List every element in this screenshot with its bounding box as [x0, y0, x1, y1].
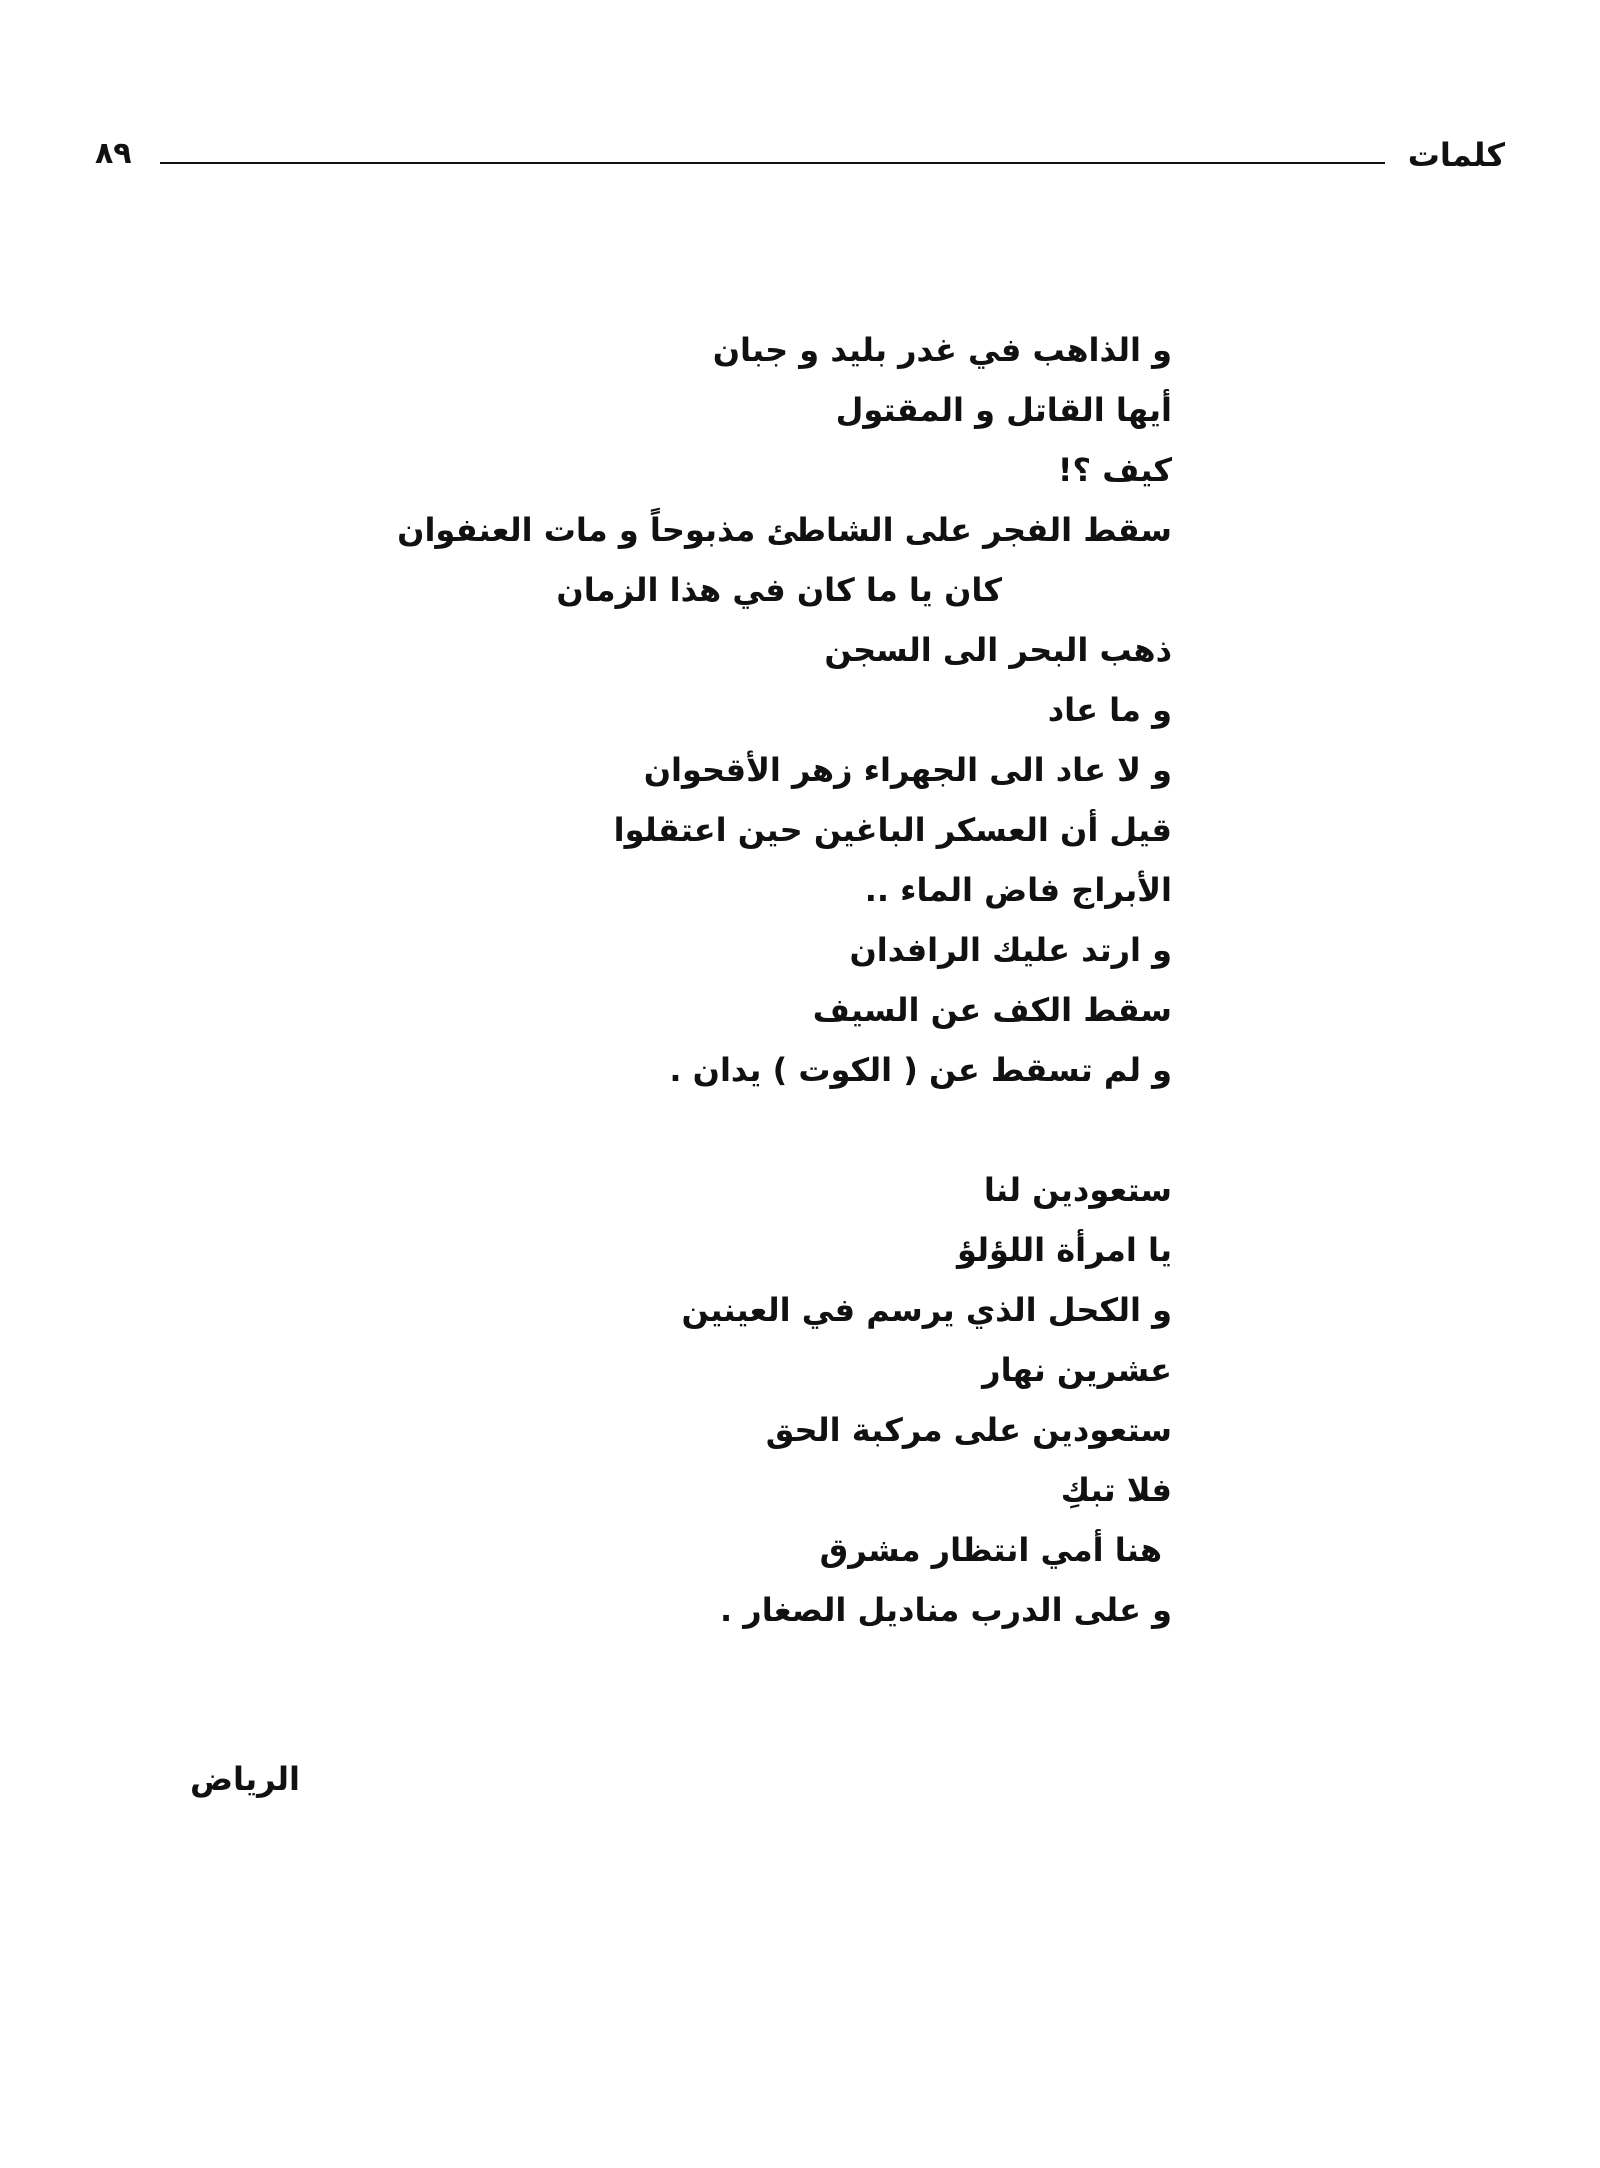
poem-line: ذهب البحر الى السجن	[824, 631, 1172, 669]
running-header	[95, 136, 1505, 186]
place-signature: الرياض	[190, 1760, 300, 1798]
stanza-1	[272, 320, 1172, 1100]
poem-line: و ارتد عليك الرافدان	[849, 931, 1172, 969]
poem-line: عشرين نهار	[982, 1351, 1172, 1389]
poem-line: الأبراج فاض الماء ..	[864, 871, 1172, 909]
header-rule	[160, 162, 1385, 164]
poem-line: أيها القاتل و المقتول	[835, 391, 1172, 429]
poem-line: فلا تبكِ	[1060, 1471, 1172, 1509]
poem-line: ستعودين لنا	[983, 1171, 1172, 1209]
poem	[272, 320, 1172, 1640]
poem-line: ستعودين على مركبة الحق	[765, 1411, 1172, 1449]
poem-line: و لا عاد الى الجهراء زهر الأقحوان	[643, 751, 1172, 789]
poem-line: كيف ؟!	[1057, 451, 1172, 489]
poem-line: سقط الفجر على الشاطئ مذبوحاً و مات العنفوان	[397, 511, 1172, 549]
book-title: كلمات	[1407, 136, 1505, 174]
poem-line: و الكحل الذي يرسم في العينين	[681, 1291, 1172, 1329]
page-number: ٨٩	[95, 136, 132, 171]
poem-line: هنا أمي انتظار مشرق	[819, 1531, 1162, 1569]
poem-line: سقط الكف عن السيف	[812, 991, 1172, 1029]
poem-line: قيل أن العسكر الباغين حين اعتقلوا	[613, 811, 1172, 849]
poem-line: يا امرأة اللؤلؤ	[956, 1231, 1172, 1269]
poem-line: و لم تسقط عن ( الكوت ) يدان .	[669, 1051, 1172, 1089]
poem-line: و ما عاد	[1047, 691, 1172, 729]
poem-line: و الذاهب في غدر بليد و جبان	[712, 331, 1172, 369]
poem-line: و على الدرب مناديل الصغار .	[720, 1591, 1172, 1629]
poem-line: كان يا ما كان في هذا الزمان	[556, 571, 1002, 609]
stanza-2	[272, 1160, 1172, 1640]
